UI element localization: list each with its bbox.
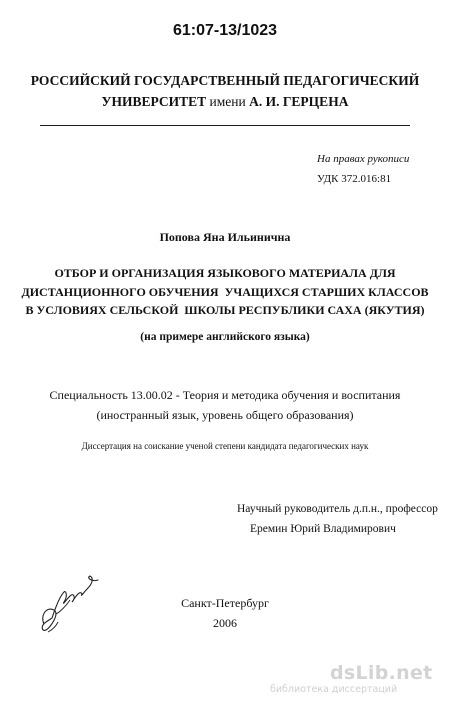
udk-code: УДК 372.016:81 <box>317 173 392 185</box>
university-line-2-middle: имени <box>209 94 246 109</box>
publication-year: 2006 <box>213 616 237 630</box>
watermark-brand: dsLib.net <box>330 662 433 684</box>
city-name: Санкт-Петербург <box>181 596 269 610</box>
university-line-1: РОССИЙСКИЙ ГОСУДАРСТВЕННЫЙ ПЕДАГОГИЧЕСКИЙ <box>30 73 420 88</box>
dissertation-subtitle: (на примере английского языка) <box>140 331 310 343</box>
dissertation-title <box>0 264 450 320</box>
university-line-2-end: А. И. ГЕРЦЕНА <box>245 94 349 109</box>
specialty <box>0 385 450 425</box>
specialty-line-1: Специальность 13.00.02 - Теория и методика обучения и воспитания <box>49 388 401 402</box>
watermark-tagline: библиотека диссертаций <box>270 684 398 695</box>
publication-place <box>0 593 450 633</box>
title-line-3: В УСЛОВИЯХ СЕЛЬСКОЙ ШКОЛЫ РЕСПУБЛИКИ САХА (ЯКУТИЯ) <box>25 303 425 317</box>
university-name <box>0 70 450 112</box>
supervisor-name: Еремин Юрий Владимирович <box>250 523 396 535</box>
supervisor-role: Научный руководитель д.п.н., профессор <box>237 503 438 515</box>
header-divider <box>40 125 410 126</box>
title-line-2: ДИСТАНЦИОННОГО ОБУЧЕНИЯ УЧАЩИХСЯ СТАРШИХ КЛАССОВ <box>21 284 429 299</box>
university-line-2-start: УНИВЕРСИТЕТ <box>101 94 210 109</box>
manuscript-rights: На правах рукописи <box>317 153 410 165</box>
title-line-1: ОТБОР И ОРГАНИЗАЦИЯ ЯЗЫКОВОГО МАТЕРИАЛА ДЛЯ <box>54 266 396 280</box>
dissertation-note: Диссертация на соискание ученой степени кандидата педагогических наук <box>81 441 369 451</box>
supervisor-block <box>237 499 438 539</box>
watermark <box>270 662 450 695</box>
author-name: Попова Яна Ильинична <box>159 230 291 244</box>
document-code-number: 61:07-13/1023 <box>172 22 278 39</box>
university-line-2 <box>0 91 450 112</box>
specialty-line-2: (иностранный язык, уровень общего образования) <box>96 408 354 422</box>
